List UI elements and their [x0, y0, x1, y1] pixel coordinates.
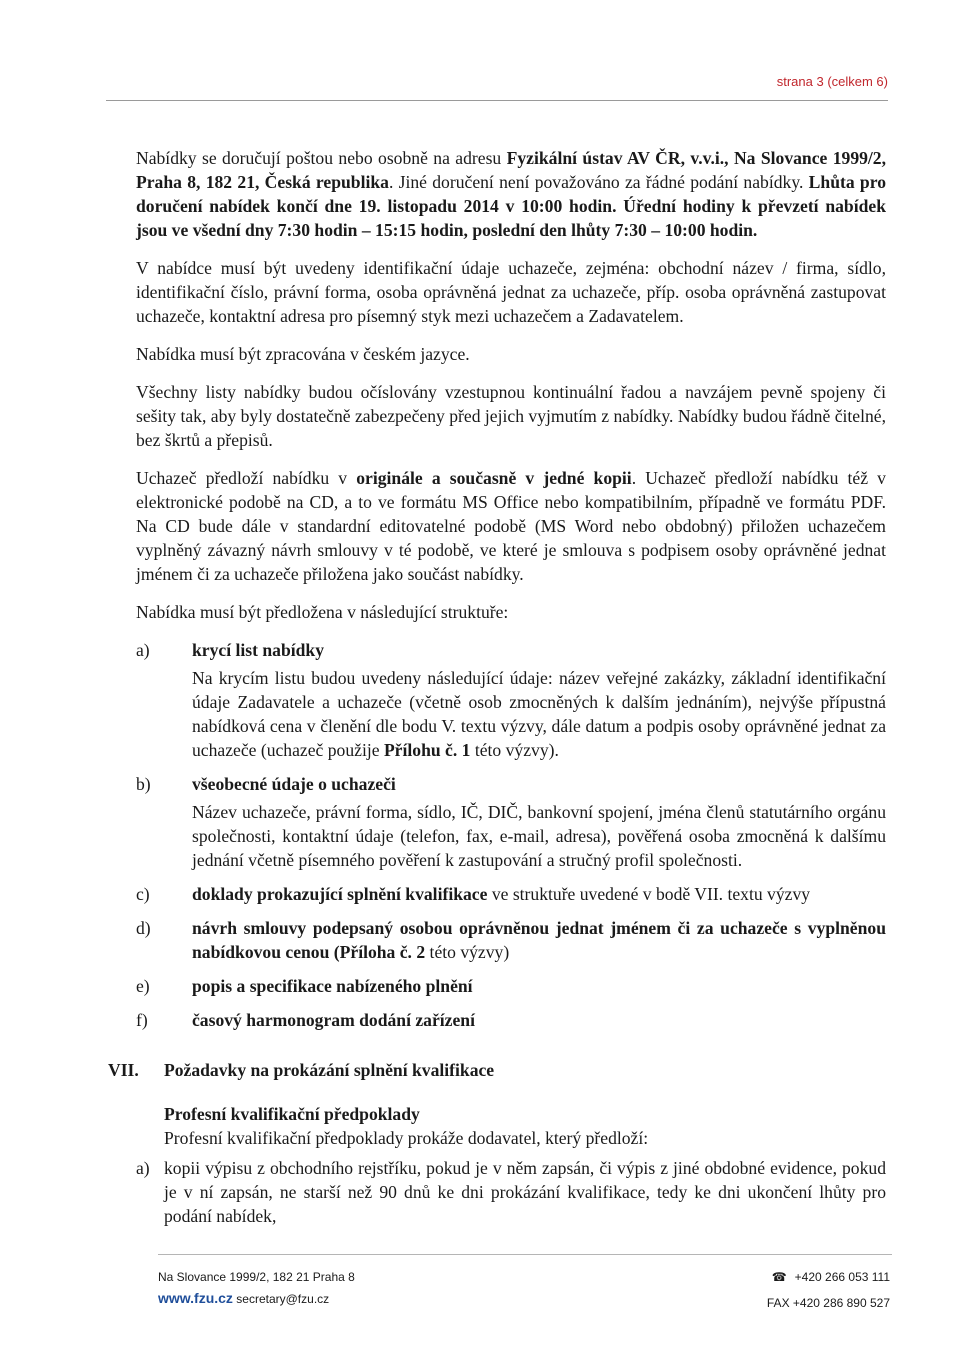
- footer-divider: [158, 1254, 892, 1255]
- website-link[interactable]: www.fzu.cz: [158, 1290, 233, 1306]
- phone-icon: ☎: [771, 1270, 787, 1284]
- paragraph-delivery: Nabídky se doručují poštou nebo osobně na adresu Fyzikální ústav AV ČR, v.v.i., Na Slovance 1999/2, Praha 8, 182 21, Česká republika. Jiné doručení není považováno za řádné podání nabídky. Lhůta pro doručení nabídek končí dne 19. listopadu 2014 v 10:00 hodin. Úřední hodiny k převzetí nabídek jsou ve všední dny 7:30 hodin – 15:15 hodin, poslední den lhůty 7:30 – 10:00 hodin.: [136, 148, 886, 240]
- page-number: strana 3 (celkem 6): [776, 74, 888, 89]
- list-item-c: c) doklady prokazující splnění kvalifikace ve struktuře uvedené v bodě VII. textu výzvy: [136, 884, 811, 904]
- email-link[interactable]: secretary@fzu.cz: [236, 1292, 330, 1306]
- footer-fax: FAX +420 286 890 527: [766, 1296, 890, 1310]
- list-item-a: a) krycí list nabídky Na krycím listu budou uvedeny následující údaje: název veřejné zakázky, základní identifikační údaje Zadavatele a uchazeče (včetně osob zmocněných k dalším jednáním), nejvýše přípustná nabídková cena v členění dle bodu V. textu výzvy, dále datum a podpis osoby oprávněné jednat za uchazeče (uchazeč použije Přílohu č. 1 této výzvy).: [136, 640, 886, 760]
- footer-address: Na Slovance 1999/2, 182 21 Praha 8: [158, 1270, 355, 1284]
- paragraph-identification: V nabídce musí být uvedeny identifikační údaje uchazeče, zejména: obchodní název / firma, sídlo, identifikační číslo, právní forma, osoba oprávněná jednat za uchazeče, příp. osoba oprávněná zastupovat uchazeče, kontaktní adresa pro písemný styk mezi uchazečem a Zadavatelem.: [136, 258, 886, 326]
- section-7-intro: Profesní kvalifikační předpoklady prokáže dodavatel, který předloží:: [164, 1128, 649, 1148]
- section-7-item-a: a) kopii výpisu z obchodního rejstříku, pokud je v něm zapsán, či výpis z jiné obdobné evidence, pokud je v ní zapsán, ne starší než 90 dnů ke dni prokázání kvalifikace, tedy ke dni ukončení lhůty pro podání nabídek,: [136, 1158, 886, 1226]
- footer-web: [158, 1290, 329, 1306]
- section-7-heading: VII. Požadavky na prokázání splnění kvalifikace: [108, 1060, 495, 1080]
- paragraph-language: Nabídka musí být zpracována v českém jazyce.: [136, 344, 470, 364]
- footer-phone: ☎ +420 266 053 111: [771, 1270, 890, 1284]
- list-item-b: b) všeobecné údaje o uchazeči Název uchazeče, právní forma, sídlo, IČ, DIČ, bankovní spojení, jména členů statutárního orgánu společnosti, kontaktní údaje (telefon, fax, e-mail, adresa), pověřená osoba zmocněná k dalšímu jednání včetně písemného pověření k zastupování a stručný profil společnosti.: [136, 774, 886, 870]
- list-item-f: f) časový harmonogram dodání zařízení: [136, 1010, 475, 1030]
- paragraph-original: Uchazeč předloží nabídku v originále a současně v jedné kopii. Uchazeč předloží nabídku též v elektronické podobě na CD, a to ve formátu MS Office nebo kompatibilním, případně ve formátu PDF. Na CD bude dále v standardní editovatelné podobě (MS Word nebo obdobný) přiložen uchazečem vyplněný závazný návrh smlouvy v té podobě, ve které je smlouva s podpisem osoby oprávněné jednat jménem či za uchazeče přiložena jako součást nabídky.: [136, 468, 886, 584]
- paragraph-pages: Všechny listy nabídky budou očíslovány vzestupnou kontinuální řadou a navzájem pevně spojeny či sešity tak, aby byly dostatečně zabezpečeny před jejich vyjmutím z nabídky. Nabídky budou řádně čitelné, bez škrtů a přepisů.: [136, 382, 886, 450]
- document-body: [108, 146, 886, 1228]
- header-divider: [106, 100, 888, 101]
- paragraph-structure: Nabídka musí být předložena v následující struktuře:: [136, 602, 509, 622]
- section-7-subtitle: Profesní kvalifikační předpoklady: [164, 1104, 420, 1124]
- list-item-d: d) návrh smlouvy podepsaný osobou oprávněnou jednat jménem či za uchazeče s vyplněnou nabídkovou cenou (Příloha č. 2 této výzvy): [136, 918, 886, 962]
- list-item-e: e) popis a specifikace nabízeného plnění: [136, 976, 473, 996]
